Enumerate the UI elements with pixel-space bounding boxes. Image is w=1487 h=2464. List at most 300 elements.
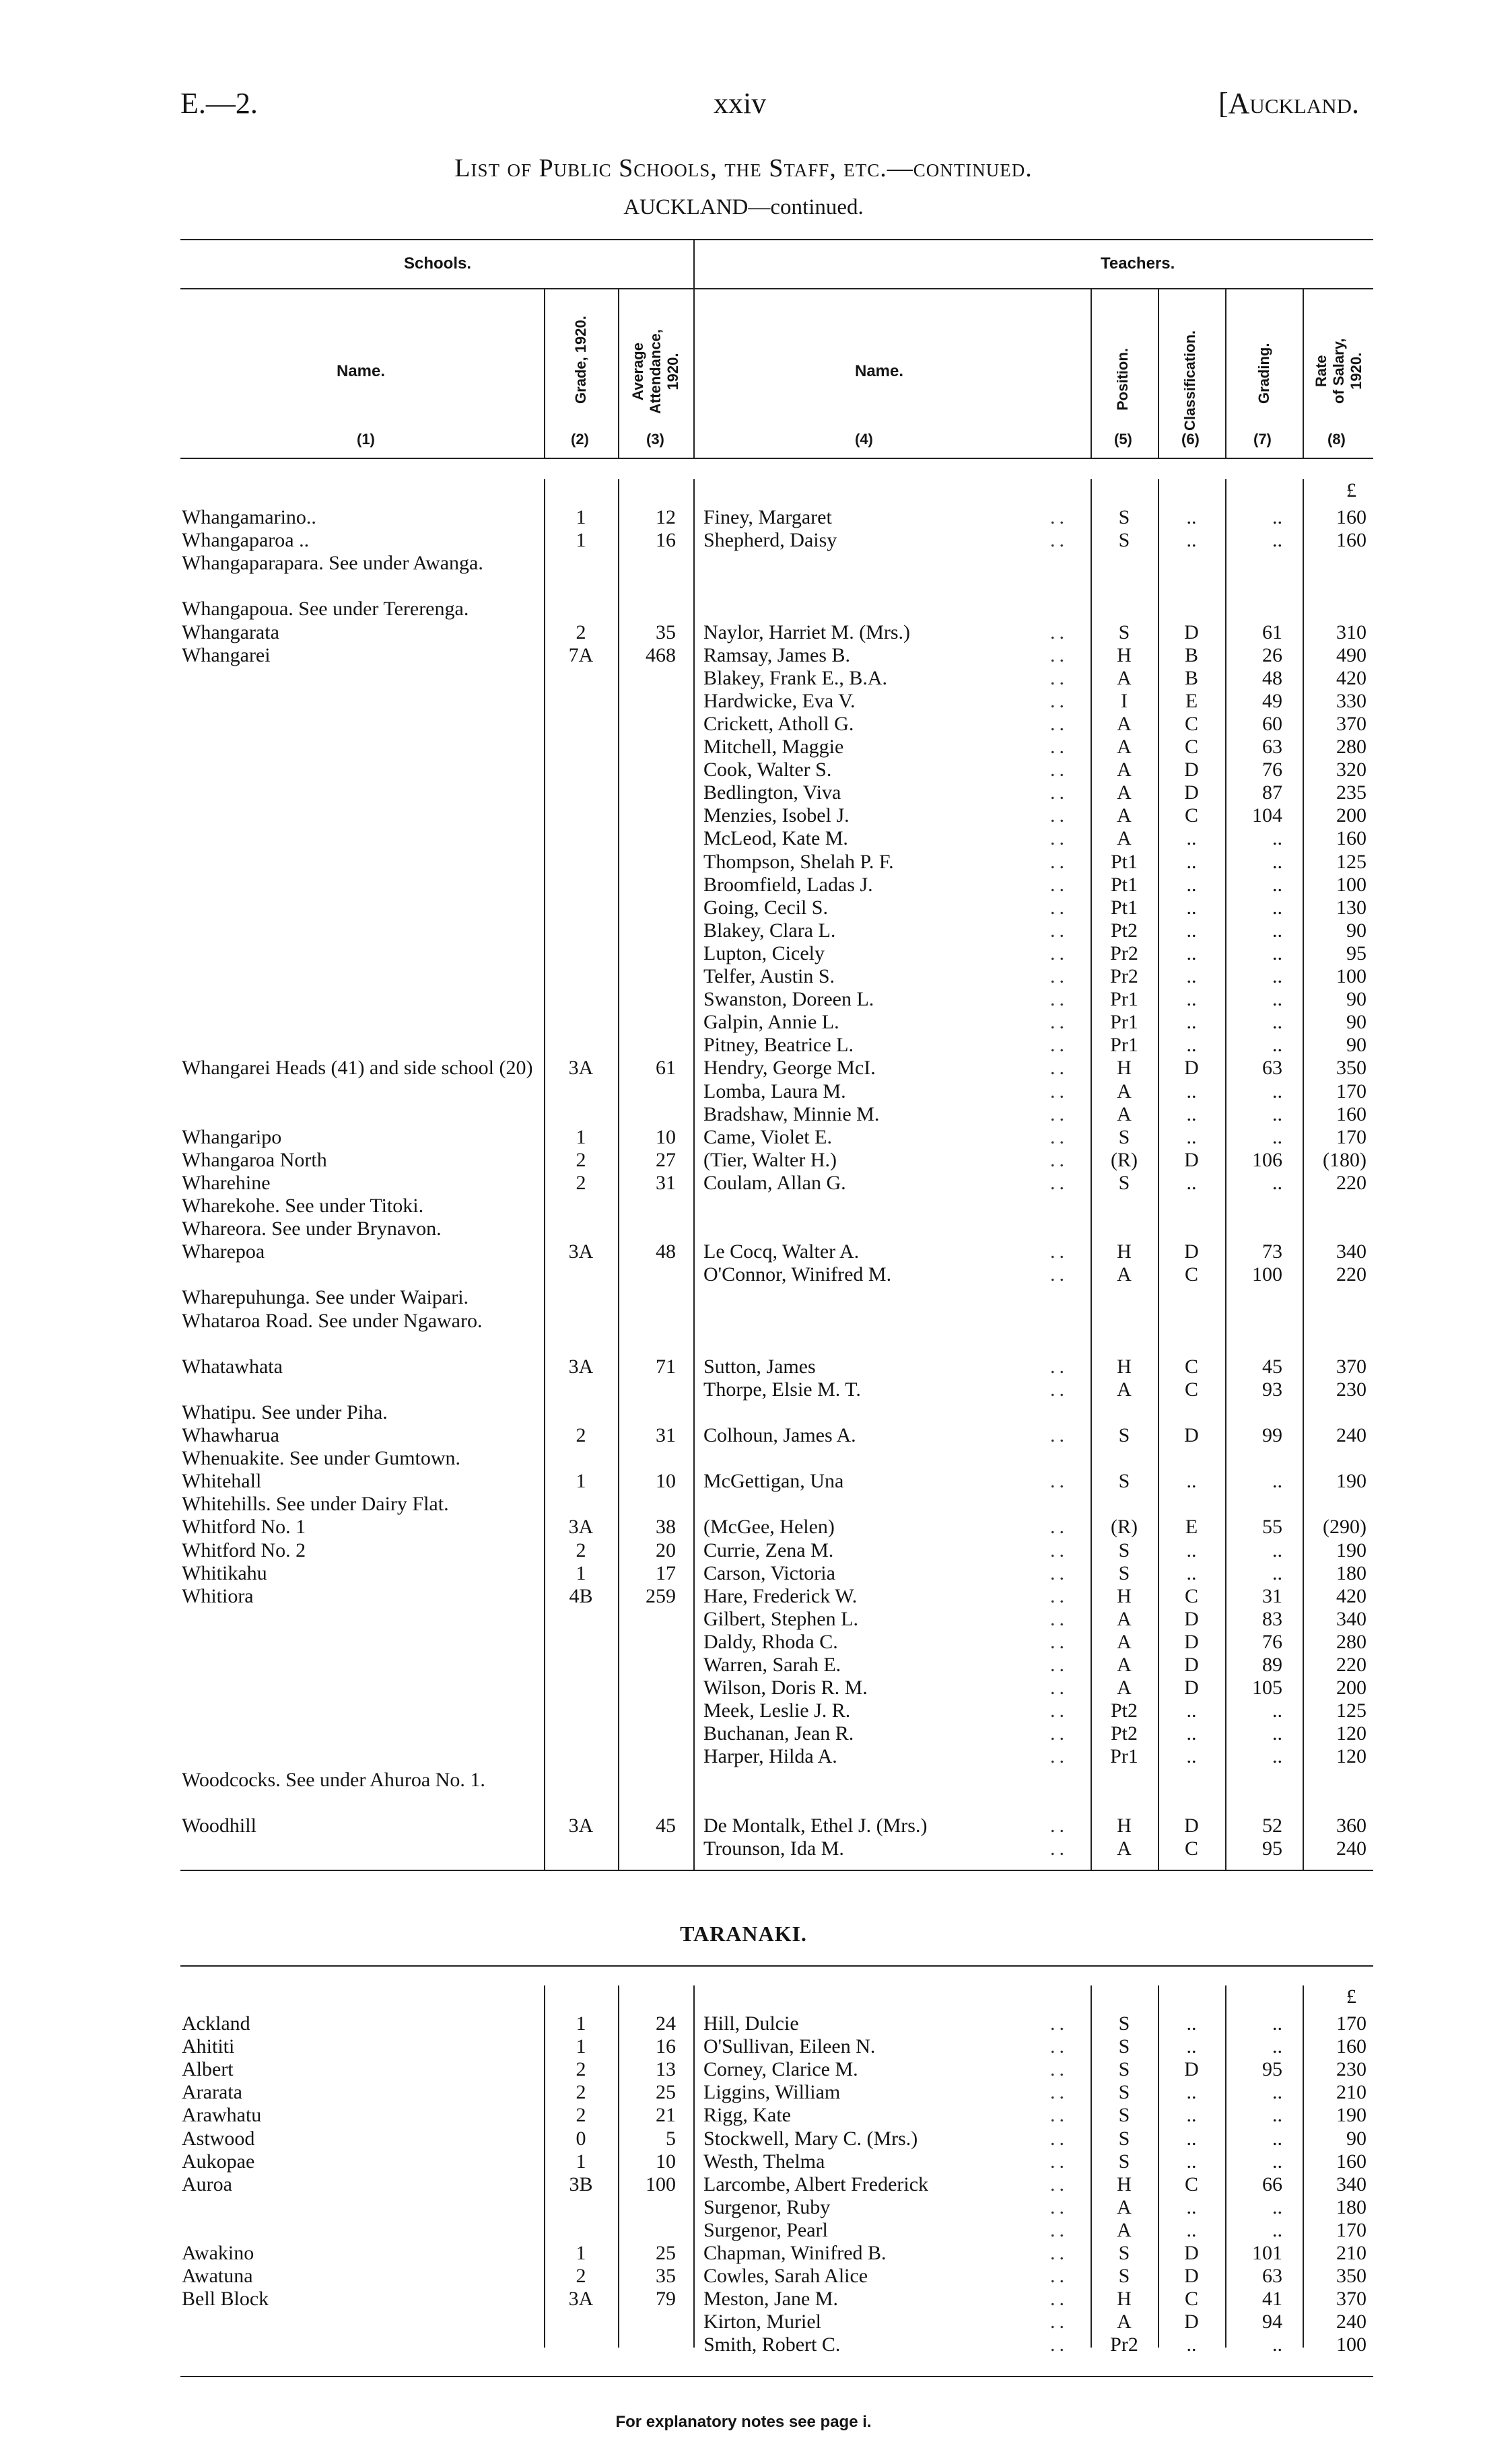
teacher-position: S [1118,1470,1130,1493]
teacher-name: Lupton, Cicely [703,942,825,964]
teacher-grading: .. [1272,1080,1282,1102]
leader-dots: .. [1050,736,1068,758]
leader-dots: .. [1050,1240,1068,1263]
teacher-grading: .. [1272,2035,1282,2058]
teacher-classification: .. [1186,1102,1197,1125]
teacher-salary: (180) [1323,1148,1367,1171]
school-attendance: 16 [656,529,676,552]
teacher-grading: .. [1272,988,1282,1011]
col-divider [1091,1985,1092,2348]
teacher-salary: 210 [1336,2081,1367,2104]
teacher-salary: 200 [1336,804,1367,827]
teacher-position: S [1118,2081,1130,2104]
teacher-position: S [1118,1171,1130,1194]
teacher-position: H [1117,1057,1132,1080]
col-grade-header: Grade, 1920. [572,316,589,404]
header-col-divider [1303,288,1304,458]
teacher-grading: .. [1272,1102,1282,1125]
teacher-classification: D [1184,1148,1199,1171]
teacher-name: Colhoun, James A. [703,1424,856,1446]
school-attendance: 35 [656,621,676,643]
teacher-name: Galpin, Annie L. [703,1011,839,1034]
teacher-salary: 90 [1346,988,1367,1011]
school-attendance: 31 [656,1171,676,1194]
school-name: Albert [182,2058,234,2081]
teacher-name: Bradshaw, Minnie M. [703,1102,880,1125]
school-name: Whangaparapara. See under Awanga. [182,552,483,575]
teacher-classification: .. [1186,873,1197,896]
teacher-position: Pr2 [1110,942,1138,964]
teacher-position: S [1118,2035,1130,2058]
school-attendance: 100 [646,2173,676,2195]
header-col-divider [1091,288,1092,458]
teacher-name: McLeod, Kate M. [703,827,848,850]
school-name: Whatawhata [182,1355,283,1378]
leader-dots: .. [1050,1102,1068,1125]
col-divider [1225,479,1226,1871]
leader-dots: .. [1050,1470,1068,1493]
region-header: [Auckland. [1218,87,1359,120]
teacher-position: A [1117,1080,1132,1102]
rule-top [180,1965,1373,1967]
leader-dots: .. [1050,666,1068,689]
teacher-position: Pr2 [1110,2333,1138,2356]
school-grade: 3B [569,2173,593,2195]
teacher-salary: 220 [1336,1263,1367,1286]
school-grade: 2 [576,1171,586,1194]
page-number: xxiv [714,87,767,120]
leader-dots: .. [1050,804,1068,827]
teacher-grading: .. [1272,827,1282,850]
teacher-position: H [1117,2173,1132,2195]
teacher-salary: 160 [1336,529,1367,552]
teacher-name: Pitney, Beatrice L. [703,1034,854,1057]
teacher-salary: 370 [1336,2288,1367,2311]
teacher-grading: 48 [1262,666,1282,689]
teacher-name: Bedlington, Viva [703,781,841,804]
teacher-position: H [1117,1240,1132,1263]
school-name: Whawharua [182,1424,279,1446]
teacher-position: A [1117,1378,1132,1401]
teacher-salary: 490 [1336,643,1367,666]
teacher-salary: 280 [1336,736,1367,758]
teacher-salary: 90 [1346,1034,1367,1057]
teacher-name: Hill, Dulcie [703,2012,799,2035]
teacher-salary: 95 [1346,942,1367,964]
teacher-salary: 170 [1336,2012,1367,2035]
taranaki-title: TARANAKI. [680,1922,807,1946]
col-grading-header: Grading. [1255,343,1272,404]
teacher-position: A [1117,666,1132,689]
school-name: Ahititi [182,2035,235,2058]
teacher-classification: .. [1186,1699,1197,1722]
leader-dots: .. [1050,2127,1068,2150]
leader-dots: .. [1050,2104,1068,2127]
teacher-classification: .. [1186,506,1197,528]
school-grade: 1 [576,506,586,528]
teacher-name: Trounson, Ida M. [703,1837,844,1860]
teacher-position: Pt2 [1110,1699,1138,1722]
leader-dots: .. [1050,1080,1068,1102]
col-attendance-header: Average Attendance, 1920. [629,329,681,414]
school-attendance: 16 [656,2035,676,2058]
teacher-salary: 90 [1346,919,1367,942]
leader-dots: .. [1050,1378,1068,1401]
teacher-grading: 61 [1262,621,1282,643]
col-number-4: (4) [855,431,873,448]
leader-dots: .. [1050,781,1068,804]
leader-dots: .. [1050,1355,1068,1378]
teacher-position: A [1117,736,1132,758]
leader-dots: .. [1050,621,1068,643]
teacher-classification: C [1184,1355,1198,1378]
teacher-name: Carson, Victoria [703,1561,835,1584]
leader-dots: .. [1050,689,1068,712]
teacher-name: (McGee, Helen) [703,1516,835,1539]
school-name: Whenuakite. See under Gumtown. [182,1447,461,1470]
teacher-position: S [1118,1424,1130,1446]
teacher-name: Finey, Margaret [703,506,832,528]
school-grade: 3A [568,1057,594,1080]
teacher-salary: 190 [1336,1539,1367,1561]
teacher-position: A [1117,804,1132,827]
school-attendance: 5 [666,2127,676,2150]
school-attendance: 468 [646,643,676,666]
header-col-divider [693,288,695,458]
school-name: Whitikahu [182,1561,267,1584]
leader-dots: .. [1050,1539,1068,1561]
school-grade: 1 [576,1470,586,1493]
teacher-position: S [1118,2265,1130,2288]
col-divider [693,479,695,1871]
teacher-classification: .. [1186,827,1197,850]
leader-dots: .. [1050,1584,1068,1607]
teacher-name: Corney, Clarice M. [703,2058,858,2081]
school-grade: 1 [576,2150,586,2173]
teacher-classification: C [1184,1584,1198,1607]
teacher-position: (R) [1111,1148,1138,1171]
teacher-grading: 63 [1262,1057,1282,1080]
school-attendance: 31 [656,1424,676,1446]
teacher-classification: C [1184,804,1198,827]
teacher-grading: 26 [1262,643,1282,666]
teacher-position: Pt1 [1110,896,1138,919]
leader-dots: .. [1050,1745,1068,1768]
teacher-salary: 370 [1336,1355,1367,1378]
teacher-grading: .. [1272,529,1282,552]
teacher-classification: .. [1186,919,1197,942]
school-grade: 2 [576,1424,586,1446]
teacher-name: Coulam, Allan G. [703,1171,846,1194]
school-name: Ackland [182,2012,250,2035]
leader-dots: .. [1050,1654,1068,1676]
teacher-salary: 210 [1336,2242,1367,2264]
teacher-classification: .. [1186,2218,1197,2241]
teacher-position: (R) [1111,1516,1138,1539]
teacher-classification: D [1184,2265,1199,2288]
col-number-8: (8) [1327,431,1346,448]
school-name: Whitehills. See under Dairy Flat. [182,1493,449,1516]
teacher-classification: C [1184,1837,1198,1860]
rule-group-divider [693,239,695,289]
teacher-grading: 63 [1262,736,1282,758]
school-grade: 2 [576,2058,586,2081]
teacher-salary: 220 [1336,1654,1367,1676]
teacher-classification: D [1184,621,1199,643]
region-subtitle: AUCKLAND—continued. [623,195,864,219]
school-grade: 2 [576,1148,586,1171]
teacher-grading: .. [1272,2012,1282,2035]
rule-bottom [180,2376,1373,2377]
teacher-classification: D [1184,1654,1199,1676]
school-grade: 0 [576,2127,586,2150]
teacher-salary: 360 [1336,1814,1367,1837]
teacher-name: (Tier, Walter H.) [703,1148,837,1171]
teacher-name: Stockwell, Mary C. (Mrs.) [703,2127,918,2150]
teacher-salary: 170 [1336,1080,1367,1102]
header-col-divider [618,288,619,458]
teachers-group-label: Teachers. [1101,254,1175,273]
teacher-grading: 41 [1262,2288,1282,2311]
school-attendance: 45 [656,1814,676,1837]
school-grade: 4B [569,1584,593,1607]
leader-dots: .. [1050,2035,1068,2058]
school-name: Whangarei [182,643,271,666]
teacher-name: Hardwicke, Eva V. [703,689,856,712]
col-number-5: (5) [1114,431,1132,448]
leader-dots: .. [1050,2242,1068,2264]
school-name: Arawhatu [182,2104,262,2127]
teacher-salary: 100 [1336,2333,1367,2356]
school-name: Astwood [182,2127,255,2150]
teacher-position: A [1117,1263,1132,1286]
header-col-divider [544,288,545,458]
currency-symbol: £ [1346,1985,1356,2008]
teacher-classification: C [1184,1378,1198,1401]
teacher-classification: .. [1186,1561,1197,1584]
teacher-classification: .. [1186,1745,1197,1768]
school-grade: 7A [568,643,594,666]
teacher-classification: B [1184,666,1198,689]
school-attendance: 13 [656,2058,676,2081]
rule-top [180,239,1373,240]
col-position-header: Position. [1114,348,1131,411]
leader-dots: .. [1050,988,1068,1011]
teacher-name: Meek, Leslie J. R. [703,1699,851,1722]
teacher-classification: .. [1186,1034,1197,1057]
teacher-salary: 180 [1336,1561,1367,1584]
school-name: Whitford No. 2 [182,1539,306,1561]
teacher-classification: D [1184,1814,1199,1837]
leader-dots: .. [1050,1148,1068,1171]
school-name: Whitford No. 1 [182,1516,306,1539]
header-col-divider [1158,288,1159,458]
teacher-name: Wilson, Doris R. M. [703,1677,868,1699]
teacher-classification: B [1184,643,1198,666]
col-name-header: Name. [337,362,386,380]
teacher-grading: 99 [1262,1424,1282,1446]
teacher-classification: .. [1186,1539,1197,1561]
teacher-grading: 83 [1262,1607,1282,1630]
teacher-classification: .. [1186,1470,1197,1493]
teacher-grading: .. [1272,1011,1282,1034]
school-attendance: 48 [656,1240,676,1263]
teacher-grading: 76 [1262,759,1282,781]
teacher-classification: D [1184,1607,1199,1630]
leader-dots: .. [1050,1607,1068,1630]
teacher-name: Westh, Thelma [703,2150,825,2173]
teacher-salary: 310 [1336,621,1367,643]
school-name: Whangaripo [182,1125,282,1148]
rule-group [180,288,1373,289]
teacher-name: Rigg, Kate [703,2104,791,2127]
school-grade: 1 [576,1125,586,1148]
col-divider [1091,479,1092,1871]
teacher-position: A [1117,1654,1132,1676]
leader-dots: .. [1050,2333,1068,2356]
school-attendance: 25 [656,2081,676,2104]
teacher-classification: .. [1186,2127,1197,2150]
teacher-classification: D [1184,1424,1199,1446]
teacher-position: A [1117,2311,1132,2333]
teacher-position: S [1118,529,1130,552]
teacher-classification: E [1185,689,1198,712]
page-title: List of Public Schools, the Staff, etc.—continued. [454,154,1033,182]
teacher-position: H [1117,1355,1132,1378]
teacher-salary: 120 [1336,1745,1367,1768]
school-name: Aukopae [182,2150,255,2173]
teacher-position: I [1121,689,1128,712]
school-grade: 3A [568,1814,594,1837]
teacher-grading: .. [1272,2218,1282,2241]
school-attendance: 79 [656,2288,676,2311]
teacher-grading: 52 [1262,1814,1282,1837]
school-grade: 2 [576,2081,586,2104]
teacher-classification: .. [1186,2195,1197,2218]
school-grade: 1 [576,2242,586,2264]
teacher-salary: 235 [1336,781,1367,804]
school-name: Whangarei Heads (41) and side school (20) [182,1057,533,1080]
school-grade: 1 [576,1561,586,1584]
school-name: Auroa [182,2173,232,2195]
teacher-name: Crickett, Atholl G. [703,712,854,735]
teacher-classification: .. [1186,2150,1197,2173]
teacher-name: Chapman, Winifred B. [703,2242,887,2264]
teacher-classification: D [1184,2058,1199,2081]
teacher-salary: 240 [1336,2311,1367,2333]
leader-dots: .. [1050,2012,1068,2035]
teacher-grading: .. [1272,2081,1282,2104]
teacher-grading: .. [1272,1561,1282,1584]
teacher-position: Pr1 [1110,1034,1138,1057]
teacher-grading: .. [1272,942,1282,964]
teacher-name: Came, Violet E. [703,1125,832,1148]
leader-dots: .. [1050,1171,1068,1194]
teacher-salary: 170 [1336,2218,1367,2241]
school-name: Wharekohe. See under Titoki. [182,1195,424,1217]
teacher-salary: 350 [1336,1057,1367,1080]
school-grade: 3A [568,2288,594,2311]
col-salary-header: Rate of Salary, 1920. [1313,338,1364,404]
leader-dots: .. [1050,2288,1068,2311]
teacher-name: Larcombe, Albert Frederick [703,2173,929,2195]
teacher-grading: .. [1272,506,1282,528]
teacher-grading: .. [1272,873,1282,896]
teacher-grading: 105 [1252,1677,1282,1699]
leader-dots: .. [1050,2195,1068,2218]
col-number-6: (6) [1181,431,1200,448]
teacher-position: Pt2 [1110,1722,1138,1745]
teacher-name: Warren, Sarah E. [703,1654,841,1676]
teacher-salary: 340 [1336,2173,1367,2195]
leader-dots: .. [1050,1034,1068,1057]
teacher-name: Swanston, Doreen L. [703,988,874,1011]
teacher-position: A [1117,759,1132,781]
teacher-grading: 73 [1262,1240,1282,1263]
teacher-name: Lomba, Laura M. [703,1080,846,1102]
teacher-classification: D [1184,1057,1199,1080]
teacher-classification: .. [1186,965,1197,987]
teacher-position: A [1117,2195,1132,2218]
school-attendance: 27 [656,1148,676,1171]
school-name: Awakino [182,2242,254,2264]
teacher-classification: .. [1186,2035,1197,2058]
leader-dots: .. [1050,827,1068,850]
teacher-salary: 125 [1336,1699,1367,1722]
school-name: Whataroa Road. See under Ngawaro. [182,1309,483,1332]
school-grade: 1 [576,2012,586,2035]
rule-header-bottom [180,458,1373,459]
teacher-position: A [1117,1837,1132,1860]
school-attendance: 17 [656,1561,676,1584]
teacher-grading: .. [1272,2127,1282,2150]
teacher-grading: .. [1272,896,1282,919]
leader-dots: .. [1050,1011,1068,1034]
teacher-name: Meston, Jane M. [703,2288,838,2311]
teacher-grading: .. [1272,2104,1282,2127]
school-attendance: 24 [656,2012,676,2035]
teacher-name: Ramsay, James B. [703,643,851,666]
teacher-salary: 170 [1336,1125,1367,1148]
teacher-salary: 160 [1336,827,1367,850]
teacher-name: Cook, Walter S. [703,759,832,781]
teacher-classification: D [1184,1240,1199,1263]
col-divider [1158,1985,1159,2348]
leader-dots: .. [1050,2265,1068,2288]
teacher-name: Blakey, Frank E., B.A. [703,666,888,689]
teacher-position: Pt2 [1110,919,1138,942]
leader-dots: .. [1050,1722,1068,1745]
teacher-grading: 66 [1262,2173,1282,2195]
teacher-name: Le Cocq, Walter A. [703,1240,860,1263]
school-name: Whangaroa North [182,1148,327,1171]
teacher-name: Surgenor, Pearl [703,2218,828,2241]
school-attendance: 21 [656,2104,676,2127]
leader-dots: .. [1050,2058,1068,2081]
teacher-salary: 200 [1336,1677,1367,1699]
teacher-salary: 230 [1336,1378,1367,1401]
teacher-grading: 101 [1252,2242,1282,2264]
teacher-name: Mitchell, Maggie [703,736,844,758]
school-attendance: 259 [646,1584,676,1607]
school-grade: 2 [576,621,586,643]
school-grade: 2 [576,1539,586,1561]
teacher-salary: 240 [1336,1424,1367,1446]
school-attendance: 25 [656,2242,676,2264]
teacher-grading: .. [1272,1171,1282,1194]
teacher-classification: .. [1186,529,1197,552]
teacher-position: H [1117,1814,1132,1837]
